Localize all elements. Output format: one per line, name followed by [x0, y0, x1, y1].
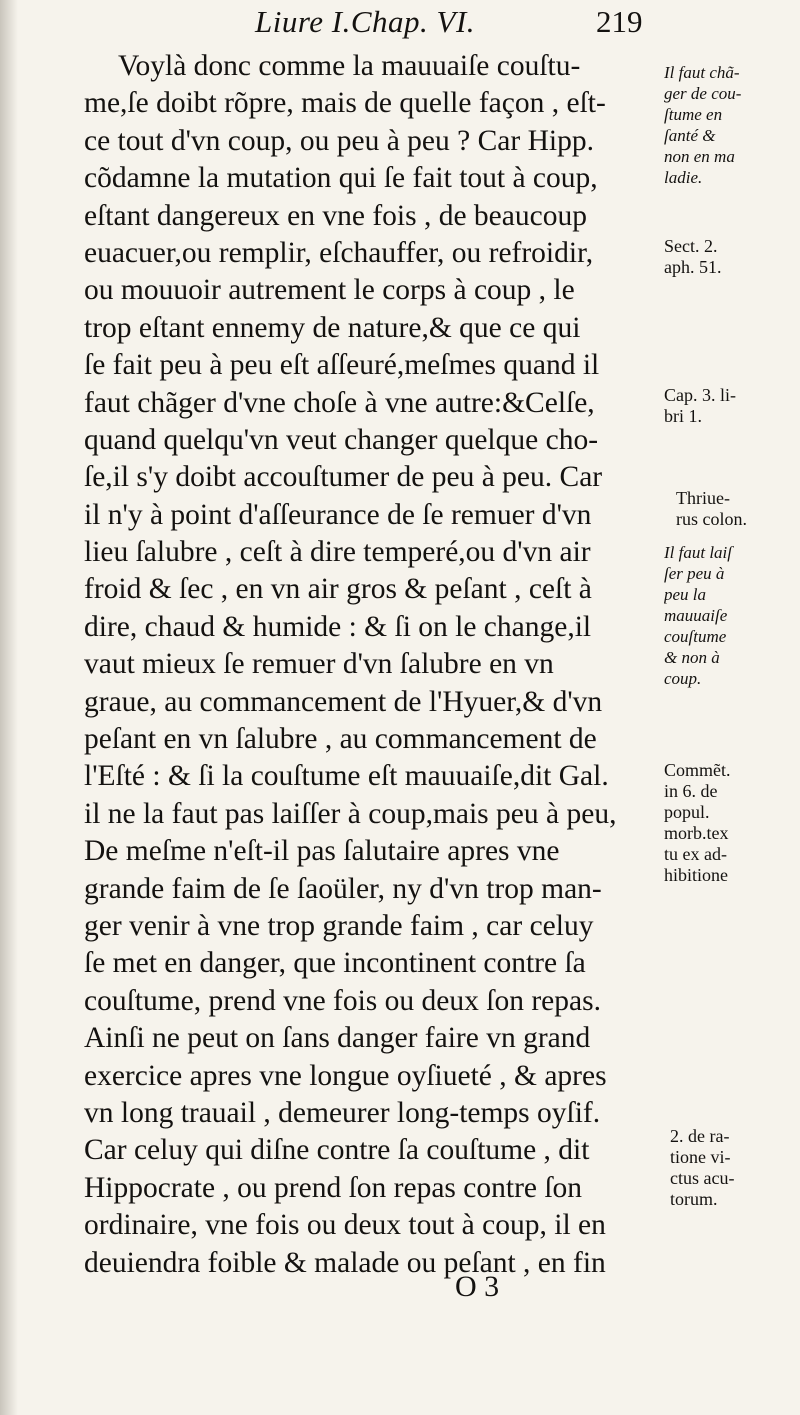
text-line: il n'y à point d'aſſeurance de ſe remuer d'vn	[84, 498, 592, 531]
page-header	[0, 4, 800, 48]
signature-mark: O 3	[455, 1270, 500, 1303]
margin-note-thriuerus: Thriue- rus colon.	[676, 488, 747, 529]
text-line: me,ſe doibt rõpre, mais de quelle façon , eſt-	[84, 87, 606, 120]
margin-note-leave-habit: Il faut laiſ ſer peu à peu la mauuaiſe couſtume & non à coup.	[664, 543, 732, 688]
text-line: ſe met en danger, que incontinent contre ſa	[84, 947, 586, 980]
text-line: ſe,il s'y doibt accouſtumer de peu à peu. Car	[84, 461, 603, 494]
text-line: Voylà donc comme la mauuaiſe couſtu-	[118, 50, 581, 82]
text-line: vn long trauail , demeurer long-temps oyſif.	[84, 1096, 601, 1129]
text-line: faut chãger d'vne choſe à vne autre:&Celſe,	[84, 386, 595, 419]
text-line: cõdamne la mutation qui ſe fait tout à coup,	[84, 162, 598, 195]
text-line: graue, au commancement de l'Hyuer,& d'vn	[84, 685, 603, 718]
text-line: ger venir à vne trop grande faim , car celuy	[84, 909, 594, 942]
running-head: Liure I.Chap. VI.	[255, 4, 476, 39]
text-line: De meſme n'eſt-il pas ſalutaire apres vne	[84, 835, 560, 868]
margin-note-change-custom: Il faut chã- ger de cou- ſtume en ſanté & non en ma ladie.	[664, 63, 742, 187]
text-line: Hippocrate , ou prend ſon repas contre ſon	[84, 1171, 583, 1204]
text-line: trop eſtant ennemy de nature,& que ce qui	[84, 311, 581, 344]
margin-note-ratione-victus: 2. de ra- tione vi- ctus acu- torum.	[670, 1126, 735, 1209]
page-number: 219	[596, 4, 643, 39]
text-line: Car celuy qui diſne contre ſa couſtume , dit	[84, 1134, 590, 1167]
margin-note-cap-libri: Cap. 3. li- bri 1.	[664, 385, 736, 426]
text-line: quand quelqu'vn veut changer quelque cho-	[84, 423, 599, 456]
text-line: grande faim de ſe ſaoüler, ny d'vn trop man-	[84, 872, 602, 905]
text-line: dire, chaud & humide : & ſi on le change,il	[84, 610, 592, 643]
text-line: eſtant dangereux en vne fois , de beaucoup	[84, 199, 587, 232]
margin-note-sect-aph: Sect. 2. aph. 51.	[664, 236, 722, 277]
text-line: vaut mieux ſe remuer d'vn ſalubre en vn	[84, 648, 554, 681]
text-line: ſe fait peu à peu eſt aſſeuré,meſmes quand il	[84, 349, 600, 382]
text-line: peſant en vn ſalubre , au commancement de	[84, 723, 597, 756]
text-line: euacuer,ou remplir, eſchauffer, ou refroidir,	[84, 236, 594, 269]
text-line: ce tout d'vn coup, ou peu à peu ? Car Hipp.	[84, 124, 594, 157]
main-text-block	[84, 48, 664, 1282]
text-line: deuiendra foible & malade ou peſant , en fin	[84, 1246, 606, 1279]
text-line: l'Eſté : & ſi la couſtume eſt mauuaiſe,dit Gal.	[84, 760, 609, 793]
text-line: froid & ſec , en vn air gros & peſant , ceſt à	[84, 573, 592, 606]
text-line: ou mouuoir autrement le corps à coup , le	[84, 274, 575, 307]
margin-note-comment-popul: Commẽt. in 6. de popul. morb.tex tu ex ad- hibitione	[664, 760, 731, 885]
text-line: il ne la faut pas laiſſer à coup,mais peu à peu,	[84, 797, 617, 830]
text-line: exercice apres vne longue oyſiueté , & apres	[84, 1059, 607, 1092]
text-line: lieu ſalubre , ceſt à dire temperé,ou d'vn air	[84, 536, 591, 569]
text-line: ordinaire, vne fois ou deux tout à coup, il en	[84, 1209, 606, 1242]
text-line: Ainſi ne peut on ſans danger faire vn grand	[84, 1022, 591, 1055]
text-line: couſtume, prend vne fois ou deux ſon repas.	[84, 984, 601, 1017]
